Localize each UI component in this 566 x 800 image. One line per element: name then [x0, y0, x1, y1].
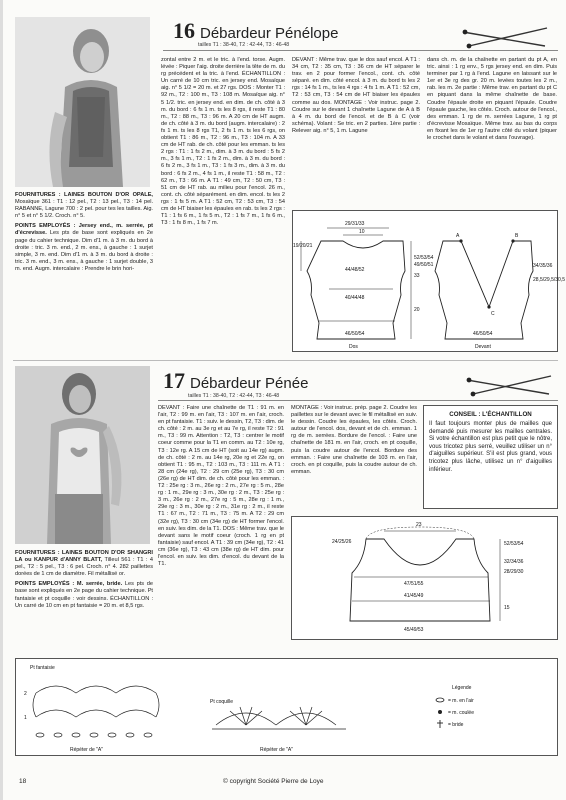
- neck-width: 23: [416, 522, 422, 528]
- fournitures-text: Tilleul 561 : T1 : 4 pel., T2 : 5 pel., T3 : 6 pel. Croch. n° 4. 282 paillettes dorées de 1 cm de diamètre. Fil métallisé or.: [15, 557, 154, 578]
- pattern-16-col4: dans ch. m. de la chaînette en partant du pt A, en tric. ainsi : 1 rg env., 5 rgs jersey end. en dim. Puis terminer par 1 rg à l'end. Lagune en laissant sur le 1er et 3e rg des gr. 20 m. levées toutes les 2 m., rab. les m. 2e partie : Même trav. en partant du pt C en piquant dans la même chaînette de base. Coudre l'épaule droite en piquant l'épaule. Coudre l'épaule gauche, les côtés. Croch. autour de l'encol., des emman. 1 rg de m. serrées Lagune, 1 rg pt d'écrevisse Mosaïque. Même trav. au bas du corps en fixant les de 1er rg l'autre côté du volant (piquer le crochet dans le volant et dans l'ouvrage).: [427, 57, 557, 142]
- pattern-17-title: [163, 368, 308, 394]
- fournitures-heading: FOURNITURES : LAINES BOUTON D'OR SHANGRI LA ou KANPUR d'ANNY BLATT,: [15, 550, 153, 564]
- pt-coquille-label: Pt coquille: [210, 699, 234, 705]
- dos-waist-height: 20: [414, 307, 420, 313]
- schematic-16-drawing: [293, 211, 565, 353]
- row-2-number: 2: [24, 691, 27, 697]
- row-1-number: 1: [24, 715, 27, 721]
- repeat-label-b: Répéter de "A": [260, 747, 294, 753]
- chain-stitch-mark: [126, 733, 134, 737]
- conseil-box: [423, 405, 558, 509]
- point-a-label: A: [456, 233, 460, 239]
- page-number: 18: [19, 778, 27, 785]
- height-1: 32/34/36: [504, 559, 524, 565]
- chain-stitch-mark: [72, 733, 80, 737]
- pattern-title: Débardeur Pénélope: [200, 25, 339, 42]
- pattern-17-col2: DEVANT : Faire une chaînette de T1 : 91 m. en l'air, T2 : 99 m. en l'air, T3 : 107 m. en l'air, croch. en pt fantaisie. T1 : suiv. le dessin, T2, T3 : dim. de ch. côté : 2 m. au 3e rg et au 7e rg, il reste T2 : 91 m., T3 : 99 m. Attention : T2, T3 : centrer le motif coeur comme pour la T1 en comm. au T2 : 10e rg, T3 : 12e rg. A 15 cm de HT (soit au 14e rg) augm. de ch. côté : 2 m. au 14e rg, 20e rg et 22e rg, on obtient T1 : 95 m., T2 : 103 m., T3 : 111 m. A T1 : 28 cm (24e rg), T2 : 29 cm (25e rg), T3 : 30 cm (26e rg) de HT dim. de ch. côté pour les emman. : T2 : 25e rg : 3 m., 26e rg : 2 m., 27e rg : 5 m., 28e rg : 1 m., 29e rg : 3 m., 30e rg : 2 m., T3 : 25e rg : 3 m., 26e rg : 2 m., 27e rg : 5 m., 28e rg : 1 m., 29e rg : 3 m., 30e rg : 2 m., 31e rg : 2 m., il reste T1 : 67 m., T2 : 71 m., T3 : 75 m. A T2 : 29 cm (32e rg), T3 : 30 cm (34e rg) de HT former l'encol. en suiv. les dim. de la T1. DOS : Même trav. que le devant sans le motif coeur (croch. 1 rg en pt fantaisie) sauf encol. A T1 : 39 cm (34e rg), T2 : 41 cm (36e rg), T3 : 43 cm (38e rg) de HT dim. pour l'encol. en suiv. les dim. d'encol. du devant de la T1.: [158, 405, 284, 568]
- chain-stitch-mark: [36, 733, 44, 737]
- section-divider: [13, 360, 558, 361]
- model-photo-penee: [15, 366, 150, 544]
- schematic-17-drawing: [292, 517, 559, 641]
- schematic-16: [292, 210, 565, 352]
- pattern-sizes: tailles T1 : 38-40, T2 : 42-44, T3 : 46-48: [198, 42, 290, 48]
- conseil-title: CONSEIL : L'ÉCHANTILLON: [449, 411, 532, 418]
- chain-stitch-mark: [108, 733, 116, 737]
- legend-title: Légende: [452, 685, 472, 691]
- penee-outline: [350, 539, 490, 621]
- point-b-label: B: [515, 233, 519, 239]
- chain-stitch-icon: [436, 698, 444, 702]
- copyright-notice: © copyright Société Pierre de Loye: [223, 778, 324, 785]
- points-text: Les pts de base sont expliqués en 2e page du cahier technique. Dim d'1 m. à 3 m. du bord à droite : tric. 3 m. end., 2 m. ens., à gauche : 1 surjet simple, 3 m. end. Dim d'1 m. à 3 m. du bord à droite : tric. 3 m. end., 3 m. ens., à gauche : 1 surjet double, 3 m. end. Augm. intercalaire : Prendre le brin hori-: [15, 230, 153, 272]
- devant-width: 46/50/54: [473, 331, 493, 337]
- title-rule: [163, 50, 558, 51]
- devant-caption: Devant: [475, 344, 491, 350]
- repeat-label-a: Répéter de "A": [70, 747, 104, 753]
- legend-chain: = m. en l'air: [448, 698, 474, 704]
- points-heading: POINTS EMPLOYÉS : Jersey end., m. serrée, pt d'écrevisse.: [15, 223, 153, 237]
- dos-outline: [307, 241, 405, 339]
- width-1: 47/51/55: [404, 581, 424, 587]
- points-text: Les pts de base sont expliqués en 2e page du cahier technique. Pt fantaisie et pt coquille : voir dessins. ÉCHANTILLON : Un carré de 10 cm en pt fantaisie = 20 m. et 8,5 rgs.: [15, 581, 153, 609]
- pattern-17-col1: [15, 550, 153, 613]
- pattern-number: 16: [173, 18, 195, 43]
- dos-armhole-depth: 19/20/21: [293, 243, 313, 249]
- dos-neck-height: 49/50/51: [414, 262, 434, 268]
- knitting-needles-icon: [461, 22, 551, 57]
- height-2: 28/29/30: [504, 569, 524, 575]
- shoulder-height: 52/53/54: [504, 541, 524, 547]
- schematic-17: [291, 516, 558, 640]
- devant-height-2: 28,5/29,5/30,5: [533, 277, 565, 283]
- legend-slip: = m. coulée: [448, 710, 474, 716]
- model-silhouette: [15, 17, 150, 187]
- stitch-chart-box: [15, 658, 558, 756]
- pattern-number: 17: [163, 368, 185, 393]
- dos-neck-width: 10: [359, 229, 365, 235]
- chain-stitch-mark: [144, 733, 152, 737]
- chain-stitch-mark: [90, 733, 98, 737]
- devant-height-1: 34/35/36: [533, 263, 553, 269]
- title-rule: [158, 400, 558, 401]
- dos-width-3: 46/50/54: [345, 331, 365, 337]
- model-photo-penelope: [15, 17, 150, 187]
- stitch-chart-drawing: [16, 659, 559, 757]
- conseil-text: Il faut toujours monter plus de mailles que demandé puis mesurer les mailles centrales. Si votre échantillon est plus petit que le nôtre, vous tricotez plus serré, veuillez utiliser un n° d'aiguilles supérieur. S'il est plus grand, vous tricotez plus lâche, utilisez un n° d'aiguilles inférieur.: [429, 421, 552, 473]
- pattern-sizes: tailles T1 : 38-40, T2 : 42-44, T3 : 46-48: [188, 393, 280, 399]
- pattern-16-col2: zontal entre 2 m. et le tric. à l'end. torse. Augm. lévée : Piquer l'aig. droite derrière la tête de m. du rg précédent et la tric. à l'end. ÉCHANTILLON : Un carré de 10 cm tric. en jersey end. Mosaïque aig. n° 5 1/2 = 20 m. et 27 rgs. DOS : Monter T1 : 92 m., T2 : 100 m., T3 : 108 m. Mosaïque aig. n° 5 1/2. tric. en jersey end. en dim. de ch. côté à 3 m. du bord : 6 fs 1 m. ts les 8 rgs, il reste T1 : 80 m., T2 : 88 m., T3 : 96 m. A 20 cm de HT augm. de ch. côté à 3 m. du bord (augm. intercalaire) : 2 fs 1 m. ts les 8 rgs T1, 2 fs 1 m. ts les 6 rgs, on obtient T1 : 86 m., T2 : 96 m., T3 : 104 m. A 33 cm de HT rab. de ch. côté pour les emman. ts les 2 rgs : T1 : 1 fs 2 m., dim. à 3 m. du bord : 5 fs 2 m., 3 fs 1 m., T2 : 1 fs 2 m., dim. à 3 m. du bord : 6 fs 2 m., 3 fs 1 m., T3 : 1 fs 3 m., dim. à 3 m. du bord : 6 fs 2 m., 4 fs 1 m., il reste T1 : 58 m., T2 : 62 m., T3 : 66 m. A T1 : 49 cm, T2 : 50 cm, T3 : 51 cm de HT rab. au milieu pour l'encol. 26 m., cont. ch. côté séparément. en dim. encol. ts les 2 rgs : 1 fs 5 m. A T1 : 52 cm, T2 : 53 cm, T3 : 54 cm de HT biaiser les épaules en rab. ts les 2 rgs : T1 : 1 fs 6 m., 1 fs 5 m., T2 : 1 fs 7 m., 1 fs 6 m., T3 : 1 fs 8 m., 1 fs 7 m.: [161, 57, 285, 227]
- point-c-label: C: [491, 311, 495, 317]
- dos-width-1: 44/48/52: [345, 267, 365, 273]
- height-3: 15: [504, 605, 510, 611]
- slip-stitch-icon: [438, 710, 442, 714]
- dos-caption: Dos: [349, 344, 358, 350]
- pattern-16-col3: DEVANT : Même trav. que le dos sauf encol. A T1 : 34 cm, T2 : 35 cm, T3 : 36 cm de HT séparer le trav. en 2 pour former l'encol., cont. ch. côté séparé. en dim. côté encol. à 3 m. du bord ts les 2 rgs : 14 fs 1 m., ts les 4 rgs : 4 fs 1 m. A T1 : 52 cm, T2 : 53 cm, T3 : 54 cm de HT biaiser les épaules comme au dos. MONTAGE : Voir instruc. page 2. Coudre sur le devant 1 chaînette Lagune de A à B à 4 m. du bord de l'encol. et de B à C (voir schéma). Volant : Se tric. en 2 parties. 1ère partie : Relever aig. n° 5, 1 m. Lagune: [292, 57, 420, 134]
- fournitures-heading: FOURNITURES : LAINES BOUTON D'OR OPALE,: [15, 192, 153, 198]
- model-silhouette-2: [15, 366, 150, 544]
- legend-treble: = bride: [448, 722, 464, 728]
- width-2: 41/45/49: [404, 593, 424, 599]
- dos-armhole-height: 33: [414, 273, 420, 279]
- pattern-16-col1: [15, 192, 153, 276]
- armhole-depth: 24/25/26: [332, 539, 352, 545]
- dos-top-width: 29/31/33: [345, 221, 365, 227]
- dos-shoulder-height: 52/53/54: [414, 255, 434, 261]
- pt-fantaisie-label: Pt fantaisie: [30, 665, 55, 671]
- chain-stitch-mark: [54, 733, 62, 737]
- pattern-17-col3: MONTAGE : Voir instruc. prép. page 2. Coudre les paillettes sur le devant avec le fil métallisé en suiv. le dessin. Coudre les épaules, les côtés. Croch. autour de l'encol. dos, devant et de ch. emman. 1 rg de m. serrées. Bordure de l'encol. : Faire une chaînette de 181 m. en l'air, croch. en pt coquille, puis la coudre autour de l'encol. Bordure des emman. : Faire une chaînette de 103 m. en l'air, croch. en pt coquille, puis la coudre autour de ch. emman.: [291, 405, 417, 475]
- width-3: 45/49/53: [404, 627, 424, 633]
- pattern-16-title: [173, 18, 338, 44]
- devant-outline: [435, 241, 533, 339]
- dos-width-2: 40/44/48: [345, 295, 365, 301]
- points-heading: POINTS EMPLOYÉS : M. serrée, bride.: [15, 581, 123, 588]
- fournitures-text: Mosaïque 361 : T1 : 12 pel., T2 : 13 pel., T3 : 14 pel. RABANNE, Lagune 700 : 2 pel. pour tes les tailles. Aig. n° 5 et n° 5 1/2. Croch. n° 5.: [15, 199, 153, 220]
- pattern-title: Débardeur Pénée: [190, 375, 309, 392]
